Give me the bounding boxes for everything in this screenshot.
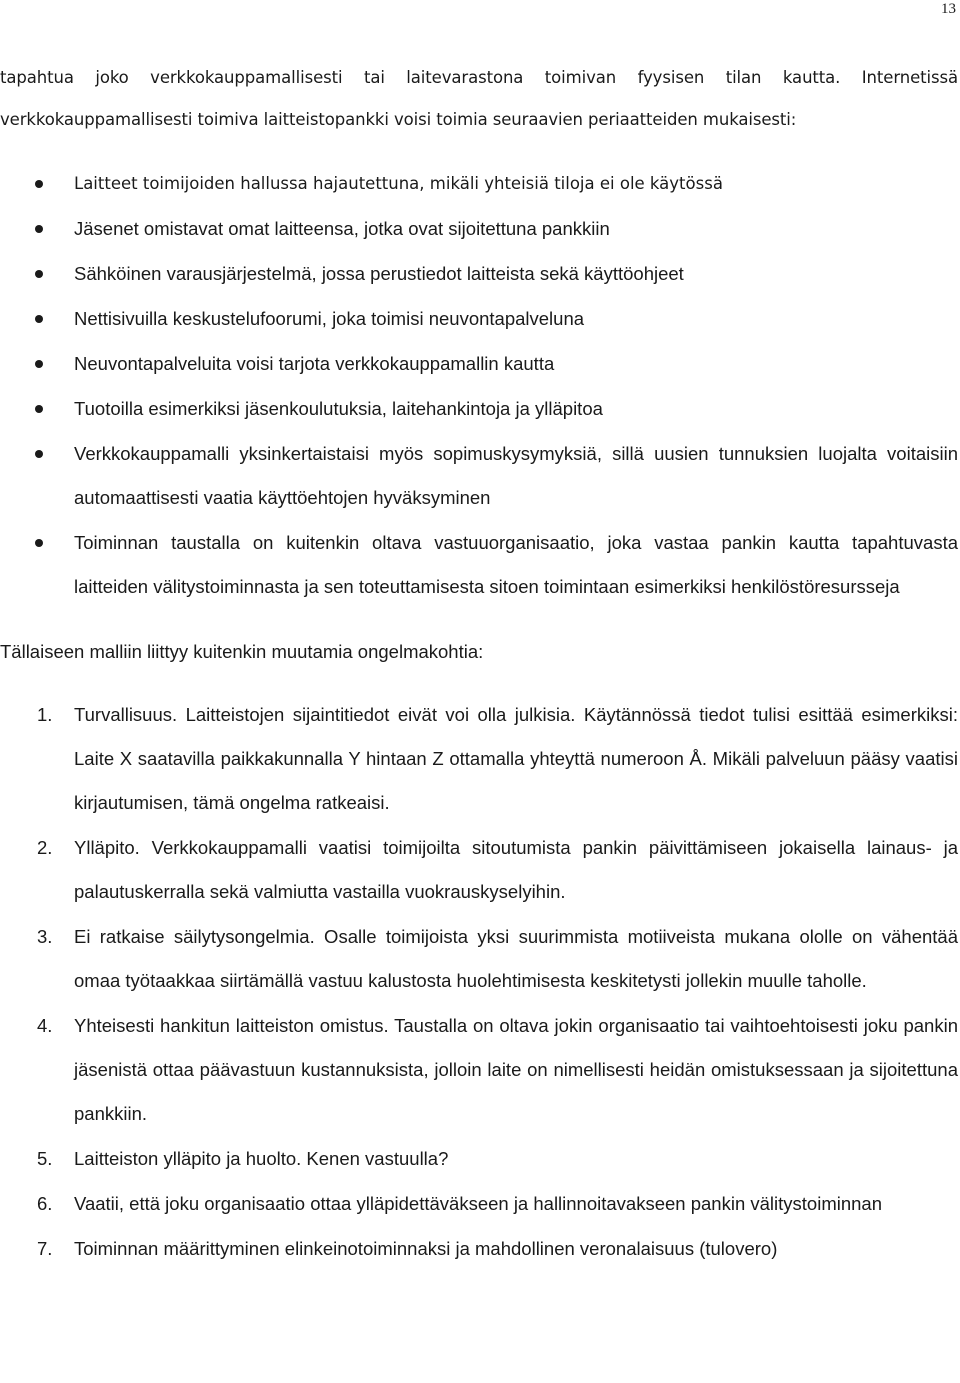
numbered-item: 7. Toiminnan määrittyminen elinkeinotoiminnaksi ja mahdollinen veronalaisuus (tulovero) — [0, 1227, 958, 1271]
bullet-icon — [35, 270, 43, 278]
numbered-item: 6. Vaatii, että joku organisaatio ottaa ylläpidettäväkseen ja hallinnoitavakseen pankin välitystoiminnan — [0, 1182, 958, 1226]
intro-paragraph: tapahtua joko verkkokauppamallisesti tai laitevarastona toimivan fyysisen tilan kautta. Internetissä verkkokauppamallisesti toimiva laitteistopankki voisi toimia seuraavien periaatteiden mukaisesti: — [0, 68, 958, 129]
principles-list — [0, 162, 958, 609]
list-item: Tuotoilla esimerkiksi jäsenkoulutuksia, laitehankintoja ja ylläpitoa — [0, 387, 958, 431]
page-number: 13 — [941, 1, 956, 17]
item-number: 1. — [37, 704, 53, 725]
bullet-icon — [35, 539, 43, 547]
bullet-icon — [35, 315, 43, 323]
document-body — [0, 57, 958, 1272]
numbered-item: 2. Ylläpito. Verkkokauppamalli vaatisi toimijoilta sitoutumista pankin päivittämiseen jokaisella lainaus- ja palautuskerralla sekä valmiutta vastailla vuokrauskyselyihin. — [0, 826, 958, 914]
bullet-icon — [35, 360, 43, 368]
item-number: 4. — [37, 1015, 53, 1036]
problems-lead-text: Tällaiseen malliin liittyy kuitenkin muutamia ongelmakohtia: — [0, 641, 484, 662]
item-number: 6. — [37, 1193, 53, 1214]
list-item: Jäsenet omistavat omat laitteensa, jotka ovat sijoitettuna pankkiin — [0, 207, 958, 251]
problems-list — [0, 693, 958, 1271]
item-number: 5. — [37, 1148, 53, 1169]
numbered-item: 1. Turvallisuus. Laitteistojen sijaintitiedot eivät voi olla julkisia. Käytännössä tiedot tulisi esittää esimerkiksi: Laite X saatavilla paikkakunnalla Y hintaan Z ottamalla yhteyttä numeroon Å. Mikäli palveluun pääsy vaatisi kirjautumisen, tämä ongelma ratkeaisi. — [0, 693, 958, 825]
item-number: 2. — [37, 837, 53, 858]
bullet-icon — [35, 450, 43, 458]
list-item: Nettisivuilla keskustelufoorumi, joka toimisi neuvontapalveluna — [0, 297, 958, 341]
bullet-icon — [35, 225, 43, 233]
list-item: Verkkokauppamalli yksinkertaistaisi myös sopimuskysymyksiä, sillä uusien tunnuksien luojalta voitaisiin automaattisesti vaatia käyttöehtojen hyväksyminen — [0, 432, 958, 520]
numbered-item: 5. Laitteiston ylläpito ja huolto. Kenen vastuulla? — [0, 1137, 958, 1181]
list-item: Laitteet toimijoiden hallussa hajautettuna, mikäli yhteisiä tiloja ei ole käytössä — [0, 162, 958, 206]
item-number: 7. — [37, 1238, 53, 1259]
numbered-item: 3. Ei ratkaise säilytysongelmia. Osalle toimijoista yksi suurimmista motiiveista mukana ololle on vähentää omaa työtaakkaa siirtämällä vastuu kalustosta huolehtimisesta keskitetysti jollekin muulle taholle. — [0, 915, 958, 1003]
list-item: Toiminnan taustalla on kuitenkin oltava vastuuorganisaatio, joka vastaa pankin kautta tapahtuvasta laitteiden välitystoiminnasta ja sen toteuttamisesta sitoen toimintaan esimerkiksi henkilöstöresursseja — [0, 521, 958, 609]
list-item: Neuvontapalveluita voisi tarjota verkkokauppamallin kautta — [0, 342, 958, 386]
bullet-icon — [35, 405, 43, 413]
bullet-icon — [35, 180, 43, 188]
numbered-item: 4. Yhteisesti hankitun laitteiston omistus. Taustalla on oltava jokin organisaatio tai vaihtoehtoisesti joku pankin jäsenistä ottaa päävastuun kustannuksista, jolloin laite on nimellisesti heidän omistuksessaan ja sijoitettuna pankkiin. — [0, 1004, 958, 1136]
list-item: Sähköinen varausjärjestelmä, jossa perustiedot laitteista sekä käyttöohjeet — [0, 252, 958, 296]
item-number: 3. — [37, 926, 53, 947]
